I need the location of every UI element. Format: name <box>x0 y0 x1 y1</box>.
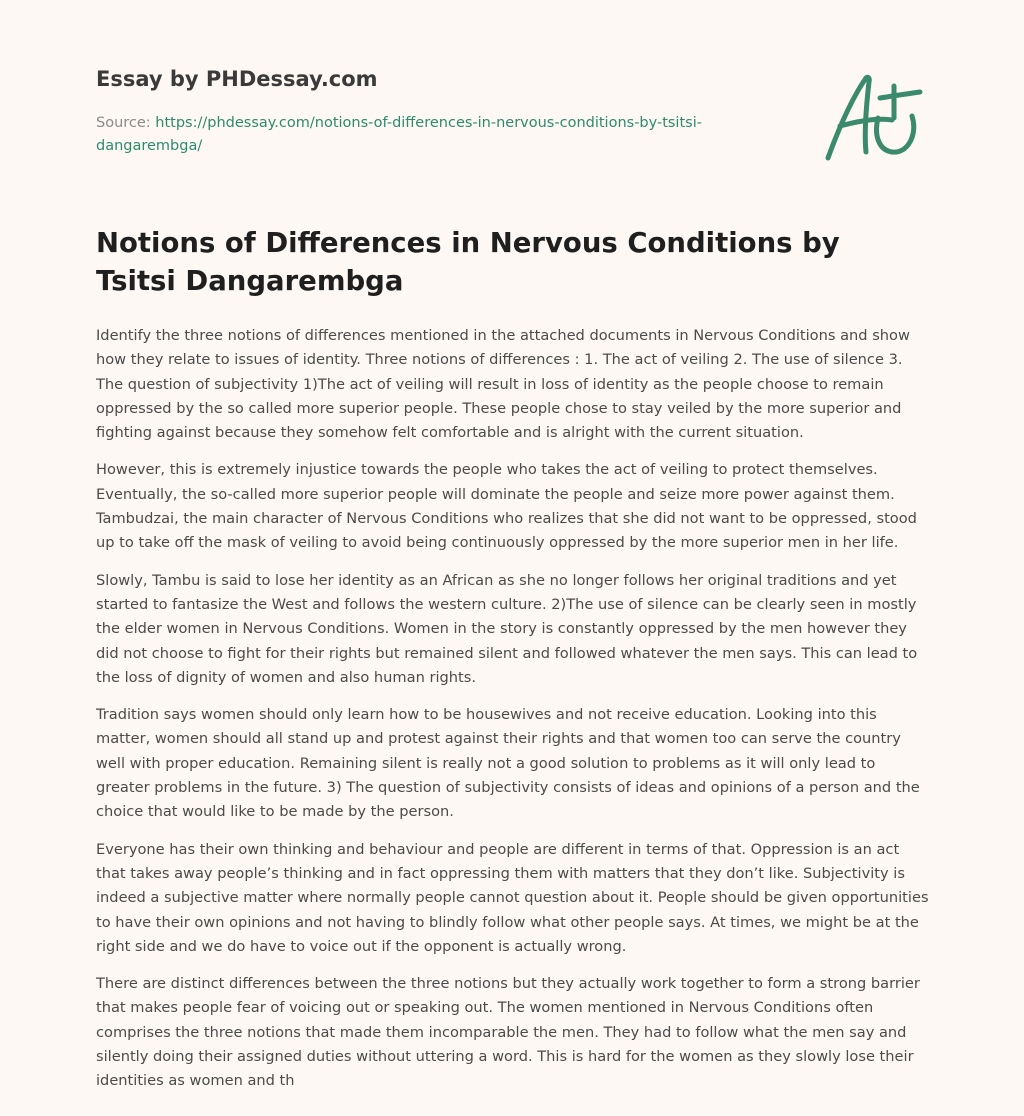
source-line <box>96 112 736 158</box>
paragraph: There are distinct differences between the three notions but they actually work together to form a strong barrier that makes people fear of voicing out or speaking out. The women mentioned in Nervous Conditions often comprises the three notions that made them incomparable the men. They had to follow what the men say and silently doing their assigned duties without uttering a word. This is hard for the women as they slowly lose their identities as women and th <box>96 975 920 1090</box>
source-label: Source: <box>96 115 151 131</box>
paragraph: Identify the three notions of differences mentioned in the attached documents in Nervous Conditions and show how they relate to issues of identity. Three notions of differences : 1. The act of veiling 2. The use of silence 3. The question of subjectivity 1)The act of veiling will result in loss of identity as the people choose to remain oppressed by the so called more superior people. These people chose to stay veiled by the more superior and fighting against because they somehow felt comfortable and is alright with the current situation. <box>96 327 910 442</box>
paragraph: Tradition says women should only learn how to be housewives and not receive education. Looking into this matter, women should all stand up and protest against their rights and that women too can serve the country well with proper education. Remaining silent is really not a good solution to problems as it will only lead to greater problems in the future. 3) The question of subjectivity consists of ideas and opinions of a person and the choice that would like to be made by the person. <box>96 706 920 821</box>
paragraph: However, this is extremely injustice towards the people who takes the act of veiling to protect themselves. Eventually, the so-called more superior people will dominate the people and seize more power against them. Tambudzai, the main character of Nervous Conditions who realizes that she did not want to be oppressed, stood up to take off the mask of veiling to avoid being continuously oppressed by the more superior men in her life. <box>96 461 917 552</box>
essay-title: Notions of Differences in Nervous Conditions by Tsitsi Dangarembga <box>96 227 840 297</box>
site-brand: Essay by PHDessay.com <box>96 67 378 91</box>
source-link[interactable]: https://phdessay.com/notions-of-differences-in-nervous-conditions-by-tsitsi-dangarembga/ <box>96 115 702 154</box>
essay-body <box>96 324 930 1107</box>
header <box>96 66 796 158</box>
paragraph: Everyone has their own thinking and behaviour and people are different in terms of that. Oppression is an act that takes away people’s thinking and in fact oppressing them with matters that they don’t like. Subjectivity is indeed a subjective matter where normally people cannot question about it. People should be given opportunities to have their own opinions and not having to blindly follow what other people says. At times, we might be at the right side and we do have to voice out if the opponent is actually wrong. <box>96 840 929 955</box>
paragraph: Slowly, Tambu is said to lose her identity as an African as she no longer follows her original traditions and yet started to fantasize the West and follows the western culture. 2)The use of silence can be clearly seen in mostly the elder women in Nervous Conditions. Women in the story is constantly oppressed by the men however they did not choose to fight for their rights but remained silent and followed whatever the men says. This can lead to the loss of dignity of women and also human rights. <box>96 571 918 686</box>
a-plus-logo-icon <box>822 68 926 164</box>
